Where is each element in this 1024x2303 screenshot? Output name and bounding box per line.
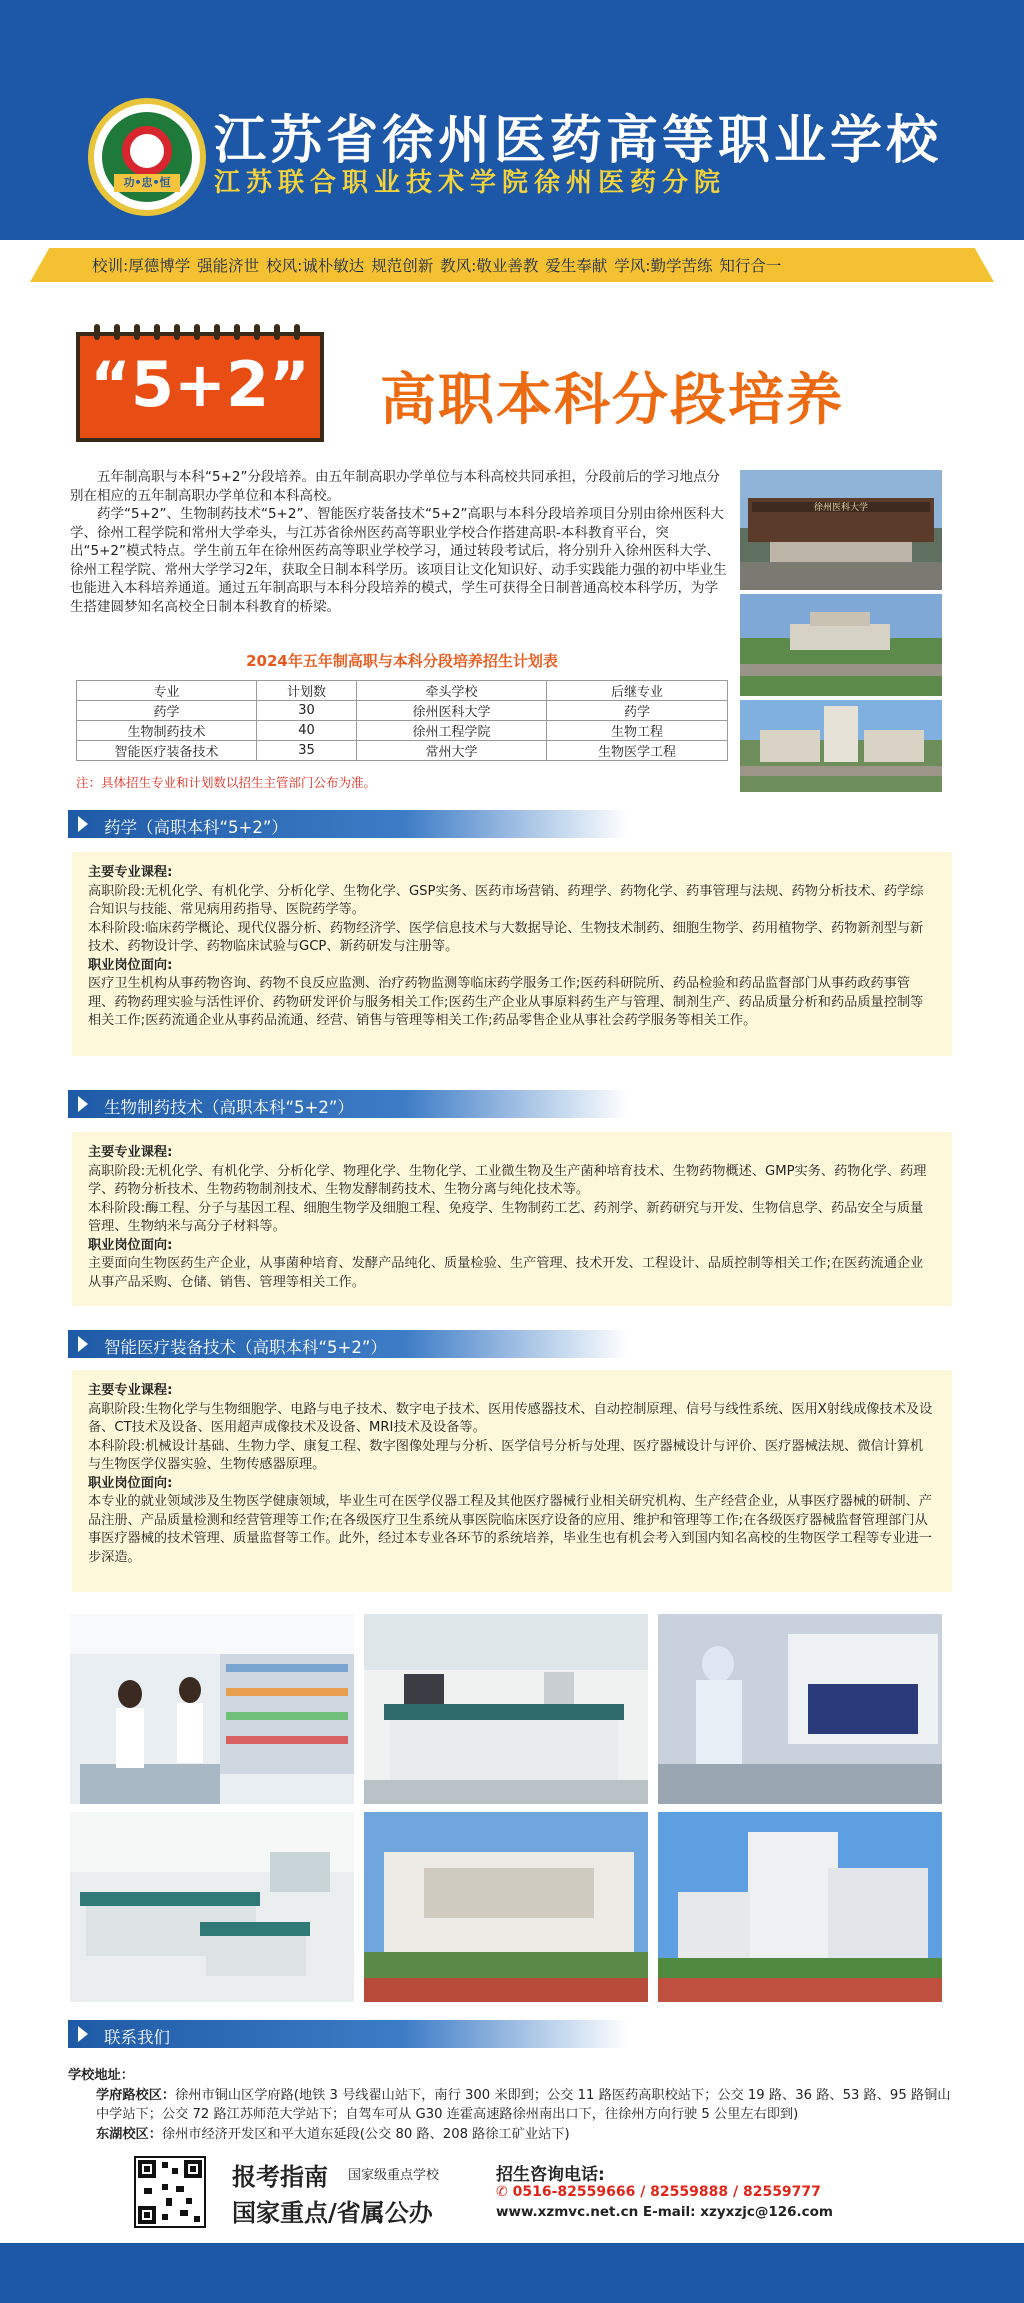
phone-icon: ✆ xyxy=(496,2184,508,2200)
table-note: 注：具体招生专业和计划数以招生主管部门公布为准。 xyxy=(76,775,377,790)
table-cell: 常州大学 xyxy=(357,741,547,761)
campus-gate-photo xyxy=(740,470,942,590)
column-header: 后继专业 xyxy=(547,681,728,701)
section-content-pharmacy xyxy=(72,852,952,1056)
course-line: 本科阶段:酶工程、分子与基因工程、细胞生物学及细胞工程、免疫学、生物制药工艺、药剂学、新药研究与开发、生物信息学、药品安全与质量管理、生物纳米与高分子材料等。 xyxy=(88,1200,924,1234)
course-line: 高职阶段:无机化学、有机化学、分析化学、物理化学、生物化学、工业微生物及生产菌种培育技术、生物药物概述、GMP实务、药物化学、药理学、药物分析技术、生物药物制剂技术、生物发酵制药技术、生物分离与纯化技术等。 xyxy=(88,1163,927,1197)
campus-hall-photo xyxy=(364,1812,648,2002)
intro-paragraph-1: 五年制高职与本科“5+2”分段培养。由五年制高职办学单位与本科高校共同承担，分段前后的学习地点分别在相应的五年制高职办学单位和本科高校。 xyxy=(70,469,720,504)
school-logo xyxy=(88,98,206,216)
arrow-icon xyxy=(78,1336,88,1352)
section-header-contact xyxy=(68,2020,628,2048)
address-label: 学校地址： xyxy=(68,2068,134,2083)
page-title: 高职本科分段培养 xyxy=(380,368,844,433)
table-cell: 40 xyxy=(257,721,357,741)
school-name: 江苏省徐州医药高等职业学校 xyxy=(214,110,943,171)
logo-core xyxy=(122,126,172,176)
section-title: 智能医疗装备技术（高职本科“5+2”） xyxy=(104,1338,387,1357)
guide-tag: 国家级重点学校 xyxy=(348,2168,440,2183)
course-line: 高职阶段:无机化学、有机化学、分析化学、生物化学、GSP实务、医药市场营销、药理学、药物化学、药事管理与法规、药物分析技术、药学综合知识与技能、常见病用药指导、医院药学等。 xyxy=(88,883,924,917)
table-cell: 徐州工程学院 xyxy=(357,721,547,741)
teaching-building-photo xyxy=(658,1812,942,2002)
laboratory-photo xyxy=(364,1614,648,1804)
table-cell: 智能医疗装备技术 xyxy=(77,741,257,761)
pharmacy-practice-photo xyxy=(70,1614,354,1804)
column-header: 计划数 xyxy=(257,681,357,701)
enrollment-plan-table xyxy=(76,680,728,761)
section-header-biopharma xyxy=(68,1090,628,1118)
table-cell: 药学 xyxy=(77,701,257,721)
hotline-text: 0516-82559666 / 82559888 / 82559777 xyxy=(512,2184,821,2200)
column-header: 专业 xyxy=(77,681,257,701)
school-motto: 校训:厚德博学 强能济世 校风:诚朴敏达 规范创新 教风:敬业善教 爱生奉献 学风:勤学苦练 知行合一 xyxy=(92,257,782,275)
guide-title: 报考指南 xyxy=(232,2163,328,2191)
table-cell: 生物制药技术 xyxy=(77,721,257,741)
hotline-label: 招生咨询电话: xyxy=(496,2165,605,2185)
course-line: 高职阶段:生物化学与生物细胞学、电路与电子技术、数字电子技术、医用传感器技术、自动控制原理、信号与线性系统、医用X射线成像技术及设备、CT技术及设备、医用超声成像技术及设备、MRI技术及设备等。 xyxy=(88,1401,933,1435)
intro-paragraph-2: 药学“5+2”、生物制药技术“5+2”、智能医疗装备技术“5+2”高职与本科分段培养项目分别由徐州医科大学、徐州工程学院和常州大学牵头，与江苏省徐州医药高等职业学校合作搭建高职-本科教育平台，突出“5+2”模式特点。学生前五年在徐州医药高等职业学校学习，通过转段考试后，将分别升入徐州医科大学、徐州工程学院、常州大学学习2年，获取全日制本科学历。该项目让文化知识好、动手实践能力强的初中毕业生也能进入本科培养通道。通过五年制高职与本科分段培养的模式，学生可获得全日制普通高校本科学历，为学生搭建圆梦知名高校全日制本科教育的桥梁。 xyxy=(70,506,727,615)
job-text: 医疗卫生机构从事药物咨询、药物不良反应监测、治疗药物监测等临床药学服务工作;医药科研院所、药品检验和药品监督部门从事药政药事管理、药物药理实验与活性评价、药物研发评价与服务相关工作;医药生产企业从事原料药生产与管理、制剂生产、药品质量分析和药品质量控制等相关工作;医药流通企业从事药品流通、经营、销售与管理等相关工作;药品零售企业从事社会药学服务等相关工作。 xyxy=(88,976,924,1028)
guide-slogan: 国家重点/省属公办 xyxy=(232,2198,433,2227)
table-row xyxy=(77,741,728,761)
arrow-icon xyxy=(78,816,88,832)
address-block xyxy=(68,2066,958,2144)
jobs-label: 职业岗位面向: xyxy=(88,1237,173,1253)
campus-aerial-photo xyxy=(740,594,942,696)
school-subtitle: 江苏联合职业技术学院徐州医药分院 xyxy=(214,168,727,198)
courses-label: 主要专业课程: xyxy=(88,1383,173,1398)
logo-text: 功•忠•恒 xyxy=(114,174,180,192)
arrow-icon xyxy=(78,1096,88,1112)
campus-2-label: 东湖校区： xyxy=(96,2126,162,2142)
table-cell: 生物医学工程 xyxy=(547,741,728,761)
section-content-biopharma xyxy=(72,1132,952,1306)
courses-label: 主要专业课程: xyxy=(88,865,173,880)
table-row xyxy=(77,721,728,741)
job-text: 主要面向生物医药生产企业，从事菌种培育、发酵产品纯化、质量检验、生产管理、技术开发、工程设计、品质控制等相关工作;在医药流通企业从事产品采购、仓储、销售、管理等相关工作。 xyxy=(88,1256,924,1290)
hotline-numbers[interactable] xyxy=(496,2184,821,2200)
campus-1-label: 学府路校区： xyxy=(96,2087,176,2103)
jobs-label: 职业岗位面向: xyxy=(88,1475,173,1491)
campus-2 xyxy=(68,2125,958,2145)
table-row xyxy=(77,701,728,721)
table-cell: 生物工程 xyxy=(547,721,728,741)
qr-code[interactable] xyxy=(134,2156,206,2228)
intro-text xyxy=(70,468,730,616)
campus-2-text: 徐州市经济开发区和平大道东延段(公交 80 路、208 路徐工矿业站下) xyxy=(161,2126,570,2142)
courses-label: 主要专业课程: xyxy=(88,1145,173,1160)
campus-1 xyxy=(68,2086,958,2125)
section-title: 生物制药技术（高职本科“5+2”） xyxy=(104,1098,354,1117)
section-header-medical-equipment xyxy=(68,1330,628,1358)
gate-sign: 徐州医科大学 xyxy=(813,503,869,513)
section-header-pharmacy xyxy=(68,810,628,838)
campus-building-photo xyxy=(740,700,942,792)
website-email[interactable]: www.xzmvc.net.cn E-mail: xzyxzjc@126.com xyxy=(496,2204,833,2220)
campus-1-text: 徐州市铜山区学府路(地铁 3 号线翟山站下，南行 300 米即到；公交 11 路医药高职校站下；公交 19 路、36 路、53 路、95 路铜山中学站下；公交 72 路江苏师范大学站下；自驾车可从 G30 连霍高速路徐州南出口下，往徐州方向行驶 5 公里左右即到) xyxy=(96,2087,951,2122)
calendar-badge xyxy=(76,332,324,442)
section-content-medical-equipment xyxy=(72,1370,952,1592)
badge-text: “5+2” xyxy=(90,348,310,421)
cleanroom-photo xyxy=(658,1614,942,1804)
jobs-label: 职业岗位面向: xyxy=(88,957,173,973)
arrow-icon xyxy=(78,2026,88,2042)
table-cell: 药学 xyxy=(547,701,728,721)
training-room-photo xyxy=(70,1812,354,2002)
course-line: 本科阶段:临床药学概论、现代仪器分析、药物经济学、医学信息技术与大数据导论、生物技术制药、细胞生物学、药用植物学、药物新剂型与新技术、药物设计学、药物临床试验与GCP、新药研发与注册等。 xyxy=(88,920,924,954)
plan-table-title: 2024年五年制高职与本科分段培养招生计划表 xyxy=(246,652,558,670)
course-line: 本科阶段:机械设计基础、生物力学、康复工程、数字图像处理与分析、医学信号分析与处理、医疗器械设计与评价、医疗器械法规、微信计算机与生物医学仪器实验、生物传感器原理。 xyxy=(88,1438,924,1472)
table-header-row xyxy=(77,681,728,701)
table-cell: 徐州医科大学 xyxy=(357,701,547,721)
section-title: 联系我们 xyxy=(104,2028,170,2047)
footer-bar xyxy=(0,2243,1024,2303)
calendar-rings xyxy=(80,324,320,338)
table-cell: 35 xyxy=(257,741,357,761)
table-cell: 30 xyxy=(257,701,357,721)
column-header: 牵头学校 xyxy=(357,681,547,701)
section-title: 药学（高职本科“5+2”） xyxy=(104,818,288,837)
job-text: 本专业的就业领域涉及生物医学健康领域，毕业生可在医学仪器工程及其他医疗器械行业相关研究机构、生产经营企业，从事医疗器械的研制、产品注册、产品质量检测和经营管理等工作;在各级医疗卫生系统从事医院临床医疗设备的应用、维护和管理等工作;在各级医疗器械监督管理部门从事医疗器械的技术管理、质量监督等工作。此外，经过本专业各环节的系统培养，毕业生也有机会考入到国内知名高校的生物医学工程等专业进一步深造。 xyxy=(88,1494,932,1565)
